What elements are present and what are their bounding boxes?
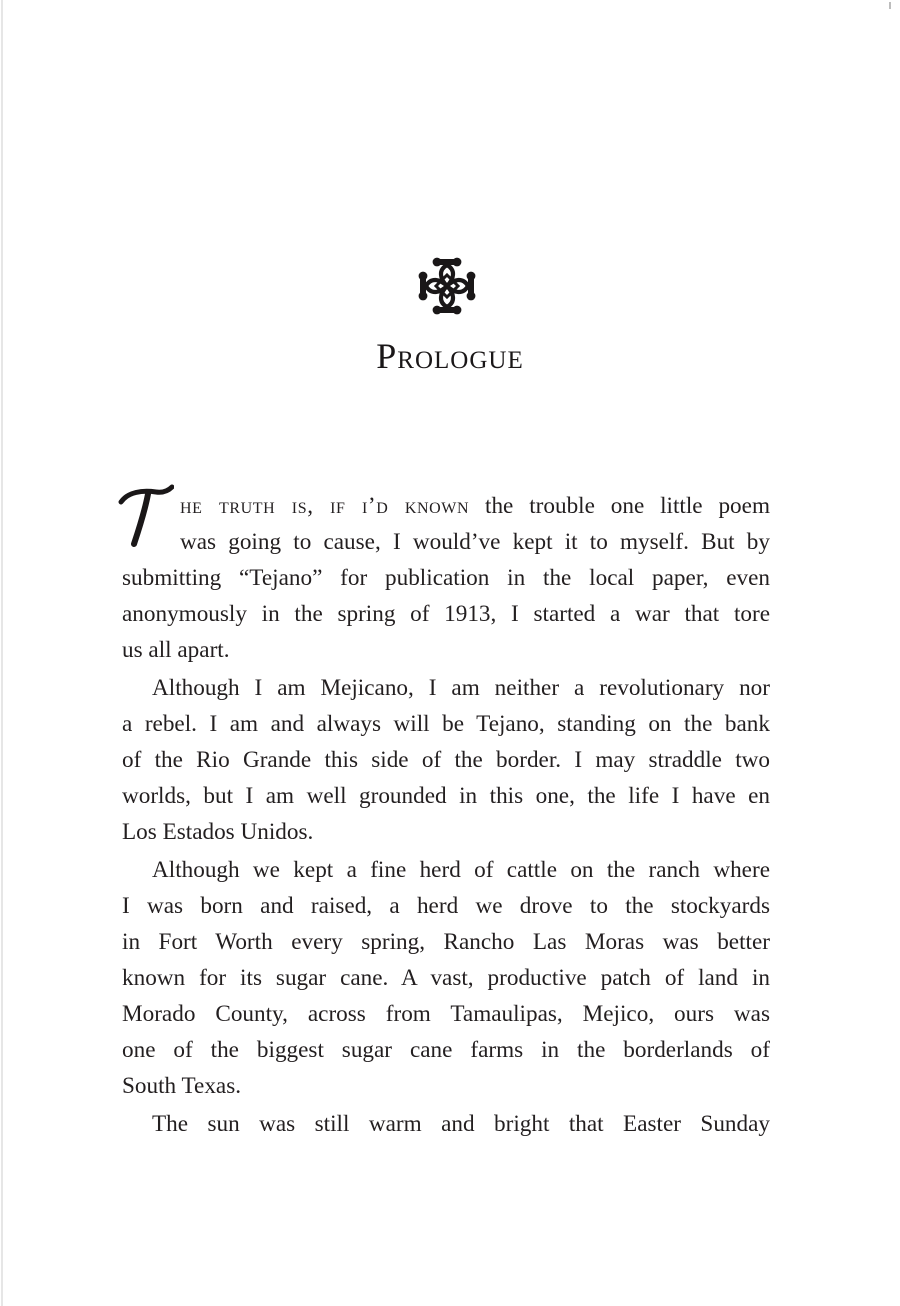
chapter-title: Prologue xyxy=(376,336,524,376)
text-line: Morado County, across from Tamaulipas, Mejico, ours was xyxy=(122,1001,770,1027)
paragraph xyxy=(118,482,770,668)
quatrefoil-ornament-icon xyxy=(414,253,480,319)
text-line: was going to cause, I would’ve kept it to myself. But by xyxy=(180,529,770,555)
page-edge-line xyxy=(1,0,3,1306)
text-line xyxy=(122,488,770,524)
text-line: Although I am Mejicano, I am neither a revolutionary nor xyxy=(152,675,770,701)
prologue-body xyxy=(118,482,770,1142)
text-line: anonymously in the spring of 1913, I started a war that tore xyxy=(122,601,770,627)
crop-mark xyxy=(889,2,891,9)
text-line: I was born and raised, a herd we drove to the stockyards xyxy=(122,893,770,919)
paragraph xyxy=(122,1106,770,1142)
lead-in-continuation: the trouble one little poem xyxy=(469,493,770,519)
svg-text:T: T xyxy=(118,482,119,483)
lead-in-smallcaps: he truth is, if i’d known xyxy=(180,493,470,519)
drop-cap-letter xyxy=(118,482,174,552)
text-line: The sun was still warm and bright that Easter Sunday xyxy=(152,1111,770,1137)
text-line: Although we kept a fine herd of cattle on the ranch where xyxy=(152,857,770,883)
text-line: submitting “Tejano” for publication in the local paper, even xyxy=(122,565,770,591)
text-line: a rebel. I am and always will be Tejano, standing on the bank xyxy=(122,711,770,737)
text-line: known for its sugar cane. A vast, productive patch of land in xyxy=(122,965,770,991)
text-line: South Texas. xyxy=(122,1073,242,1099)
text-line: worlds, but I am well grounded in this one, the life I have en xyxy=(122,783,770,809)
text-line: us all apart. xyxy=(122,637,230,663)
text-line: Los Estados Unidos. xyxy=(122,819,314,845)
text-line: of the Rio Grande this side of the border. I may straddle two xyxy=(122,747,770,773)
paragraph xyxy=(122,852,770,1104)
text-line: in Fort Worth every spring, Rancho Las Moras was better xyxy=(122,929,770,955)
text-line: one of the biggest sugar cane farms in the borderlands of xyxy=(122,1037,770,1063)
paragraph xyxy=(122,670,770,850)
